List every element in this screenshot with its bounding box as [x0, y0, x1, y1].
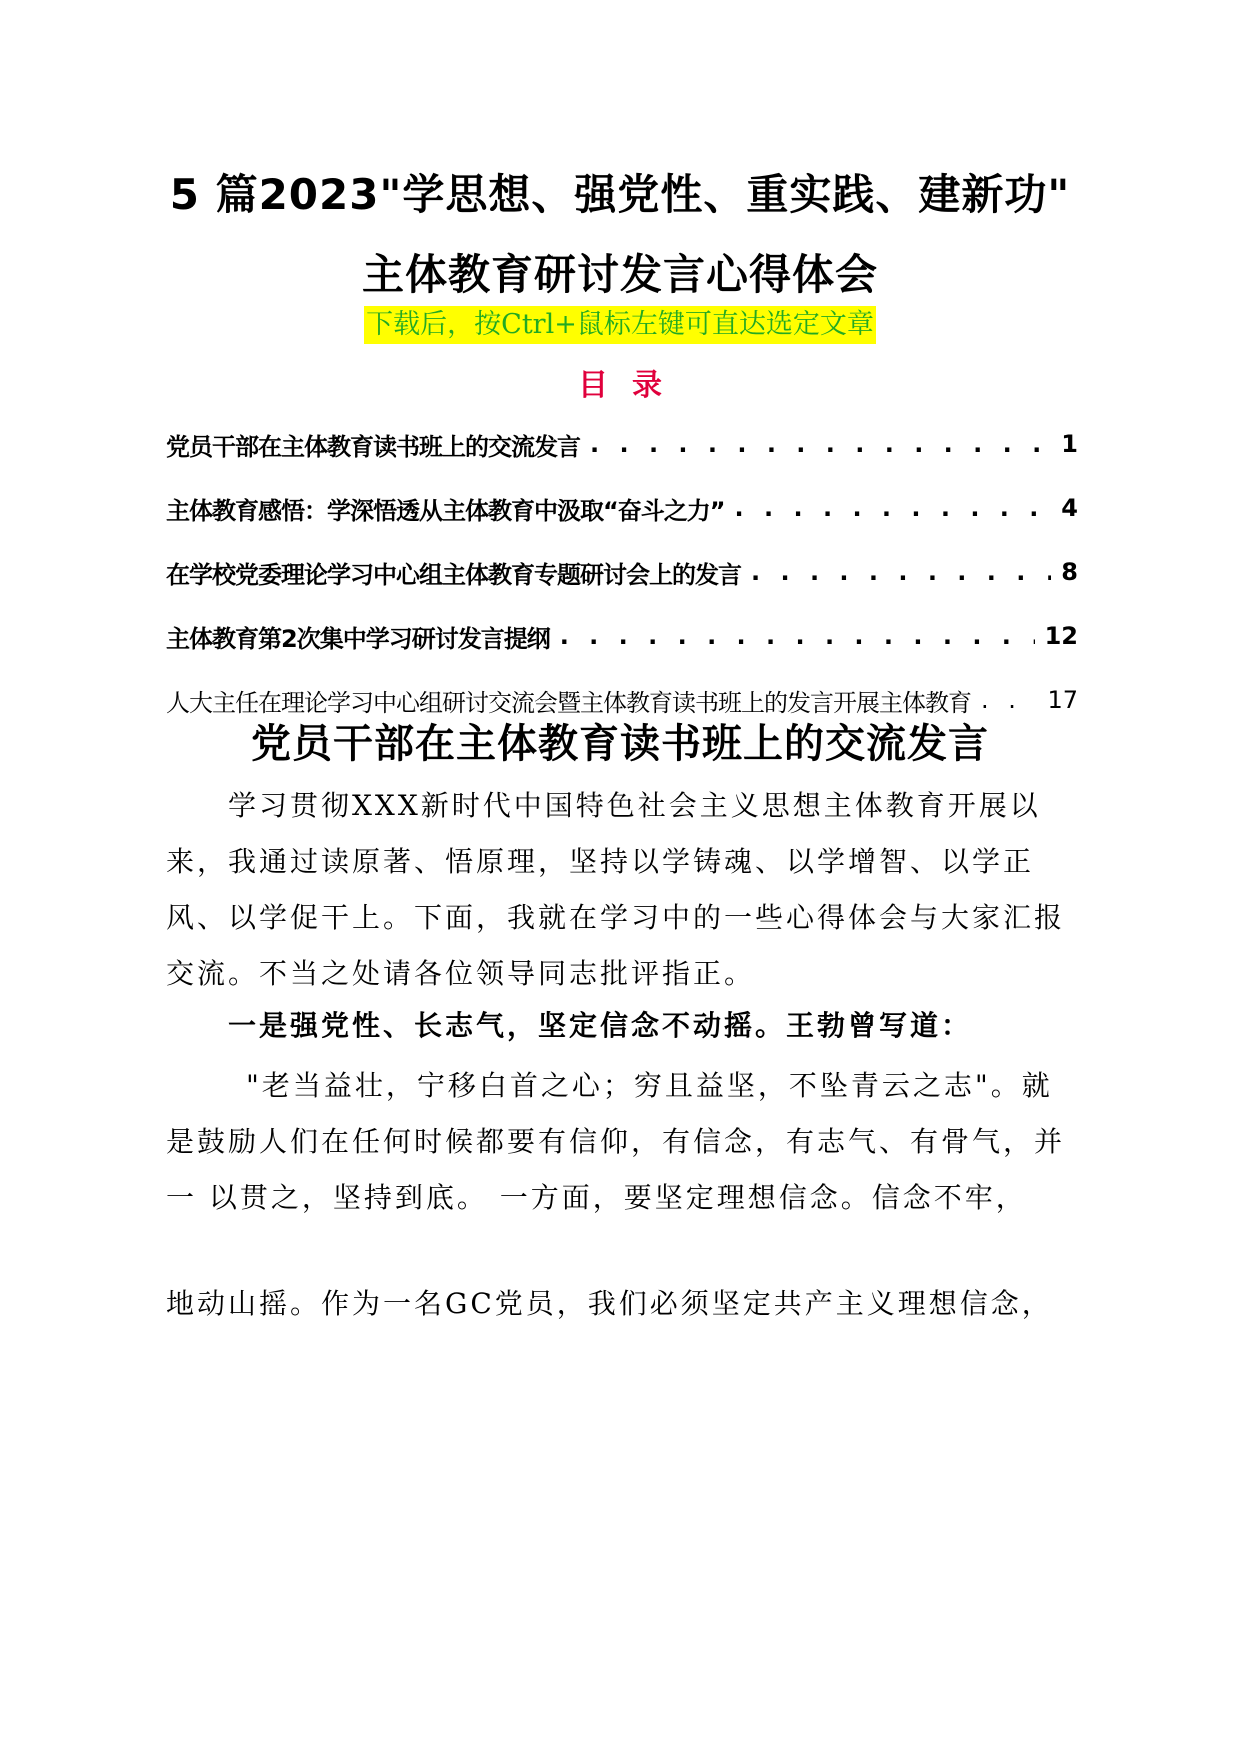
document-title-line-1: 5 篇2023"学思想、强党性、重实践、建新功" [169, 170, 1071, 219]
toc-entry-title[interactable]: 主体教育第2次集中学习研讨发言提纲 [166, 624, 550, 653]
toc-leader-dots [981, 686, 1037, 714]
toc-leader-dots [735, 494, 1052, 522]
toc-entry-page: 17 [1047, 686, 1078, 714]
toc-entry-page: 8 [1061, 558, 1078, 586]
document-title-line-2: 主体教育研讨发言心得体会 [361, 250, 878, 299]
toc-entry-title[interactable]: 主体教育感悟：学深悟透从主体教育中汲取“奋斗之力” [166, 496, 725, 525]
toc-entry-3[interactable] [166, 540, 1078, 604]
article-paragraph-3: "老当益壮，宁移白首之心；穷且益坚，不坠青云之志"。就是鼓励人们在任何时候都要有信仰，有信念，有志气、有骨气，并一 以贯之，坚持到底。 一方面，要坚定理想信念。信念不牢， [166, 1069, 1066, 1214]
toc-entry-4[interactable] [166, 604, 1078, 668]
toc-entry-1[interactable] [166, 412, 1078, 476]
toc-entry-page: 4 [1061, 494, 1078, 522]
toc-leader-dots [560, 622, 1035, 650]
article-paragraph-1: 学习贯彻XXX新时代中国特色社会主义思想主体教育开展以来，我通过读原著、悟原理，坚持以学铸魂、以学增智、以学正风、以学促干上。下面，我就在学习中的一些心得体会与大家汇报交流。不当之处请各位领导同志批评指正。 [166, 789, 1066, 990]
article-paragraph-4: 地动山摇。作为一名GC党员，我们必须坚定共产主义理想信念， [166, 1287, 1053, 1320]
toc-heading: 目录 [578, 368, 686, 403]
table-of-contents [166, 412, 1078, 732]
toc-leader-dots [590, 430, 1051, 458]
hint-wrapper [0, 306, 1240, 344]
article-title: 党员干部在主体教育读书班上的交流发言 [251, 721, 989, 767]
navigation-hint: 下载后，按Ctrl+鼠标左键可直达选定文章 [364, 306, 876, 344]
toc-entry-page: 12 [1044, 622, 1078, 650]
toc-entry-title[interactable]: 党员干部在主体教育读书班上的交流发言 [166, 432, 580, 461]
toc-entry-title[interactable]: 在学校党委理论学习中心组主体教育专题研讨会上的发言 [166, 560, 741, 589]
toc-entry-page: 1 [1061, 430, 1078, 458]
toc-entry-title[interactable]: 人大主任在理论学习中心组研讨交流会暨主体教育读书班上的发言开展主体教育 [166, 688, 971, 717]
toc-entry-2[interactable] [166, 476, 1078, 540]
article-paragraph-2: 一是强党性、长志气，坚定信念不动摇。王勃曾写道： [228, 1009, 973, 1042]
toc-leader-dots [751, 558, 1051, 586]
